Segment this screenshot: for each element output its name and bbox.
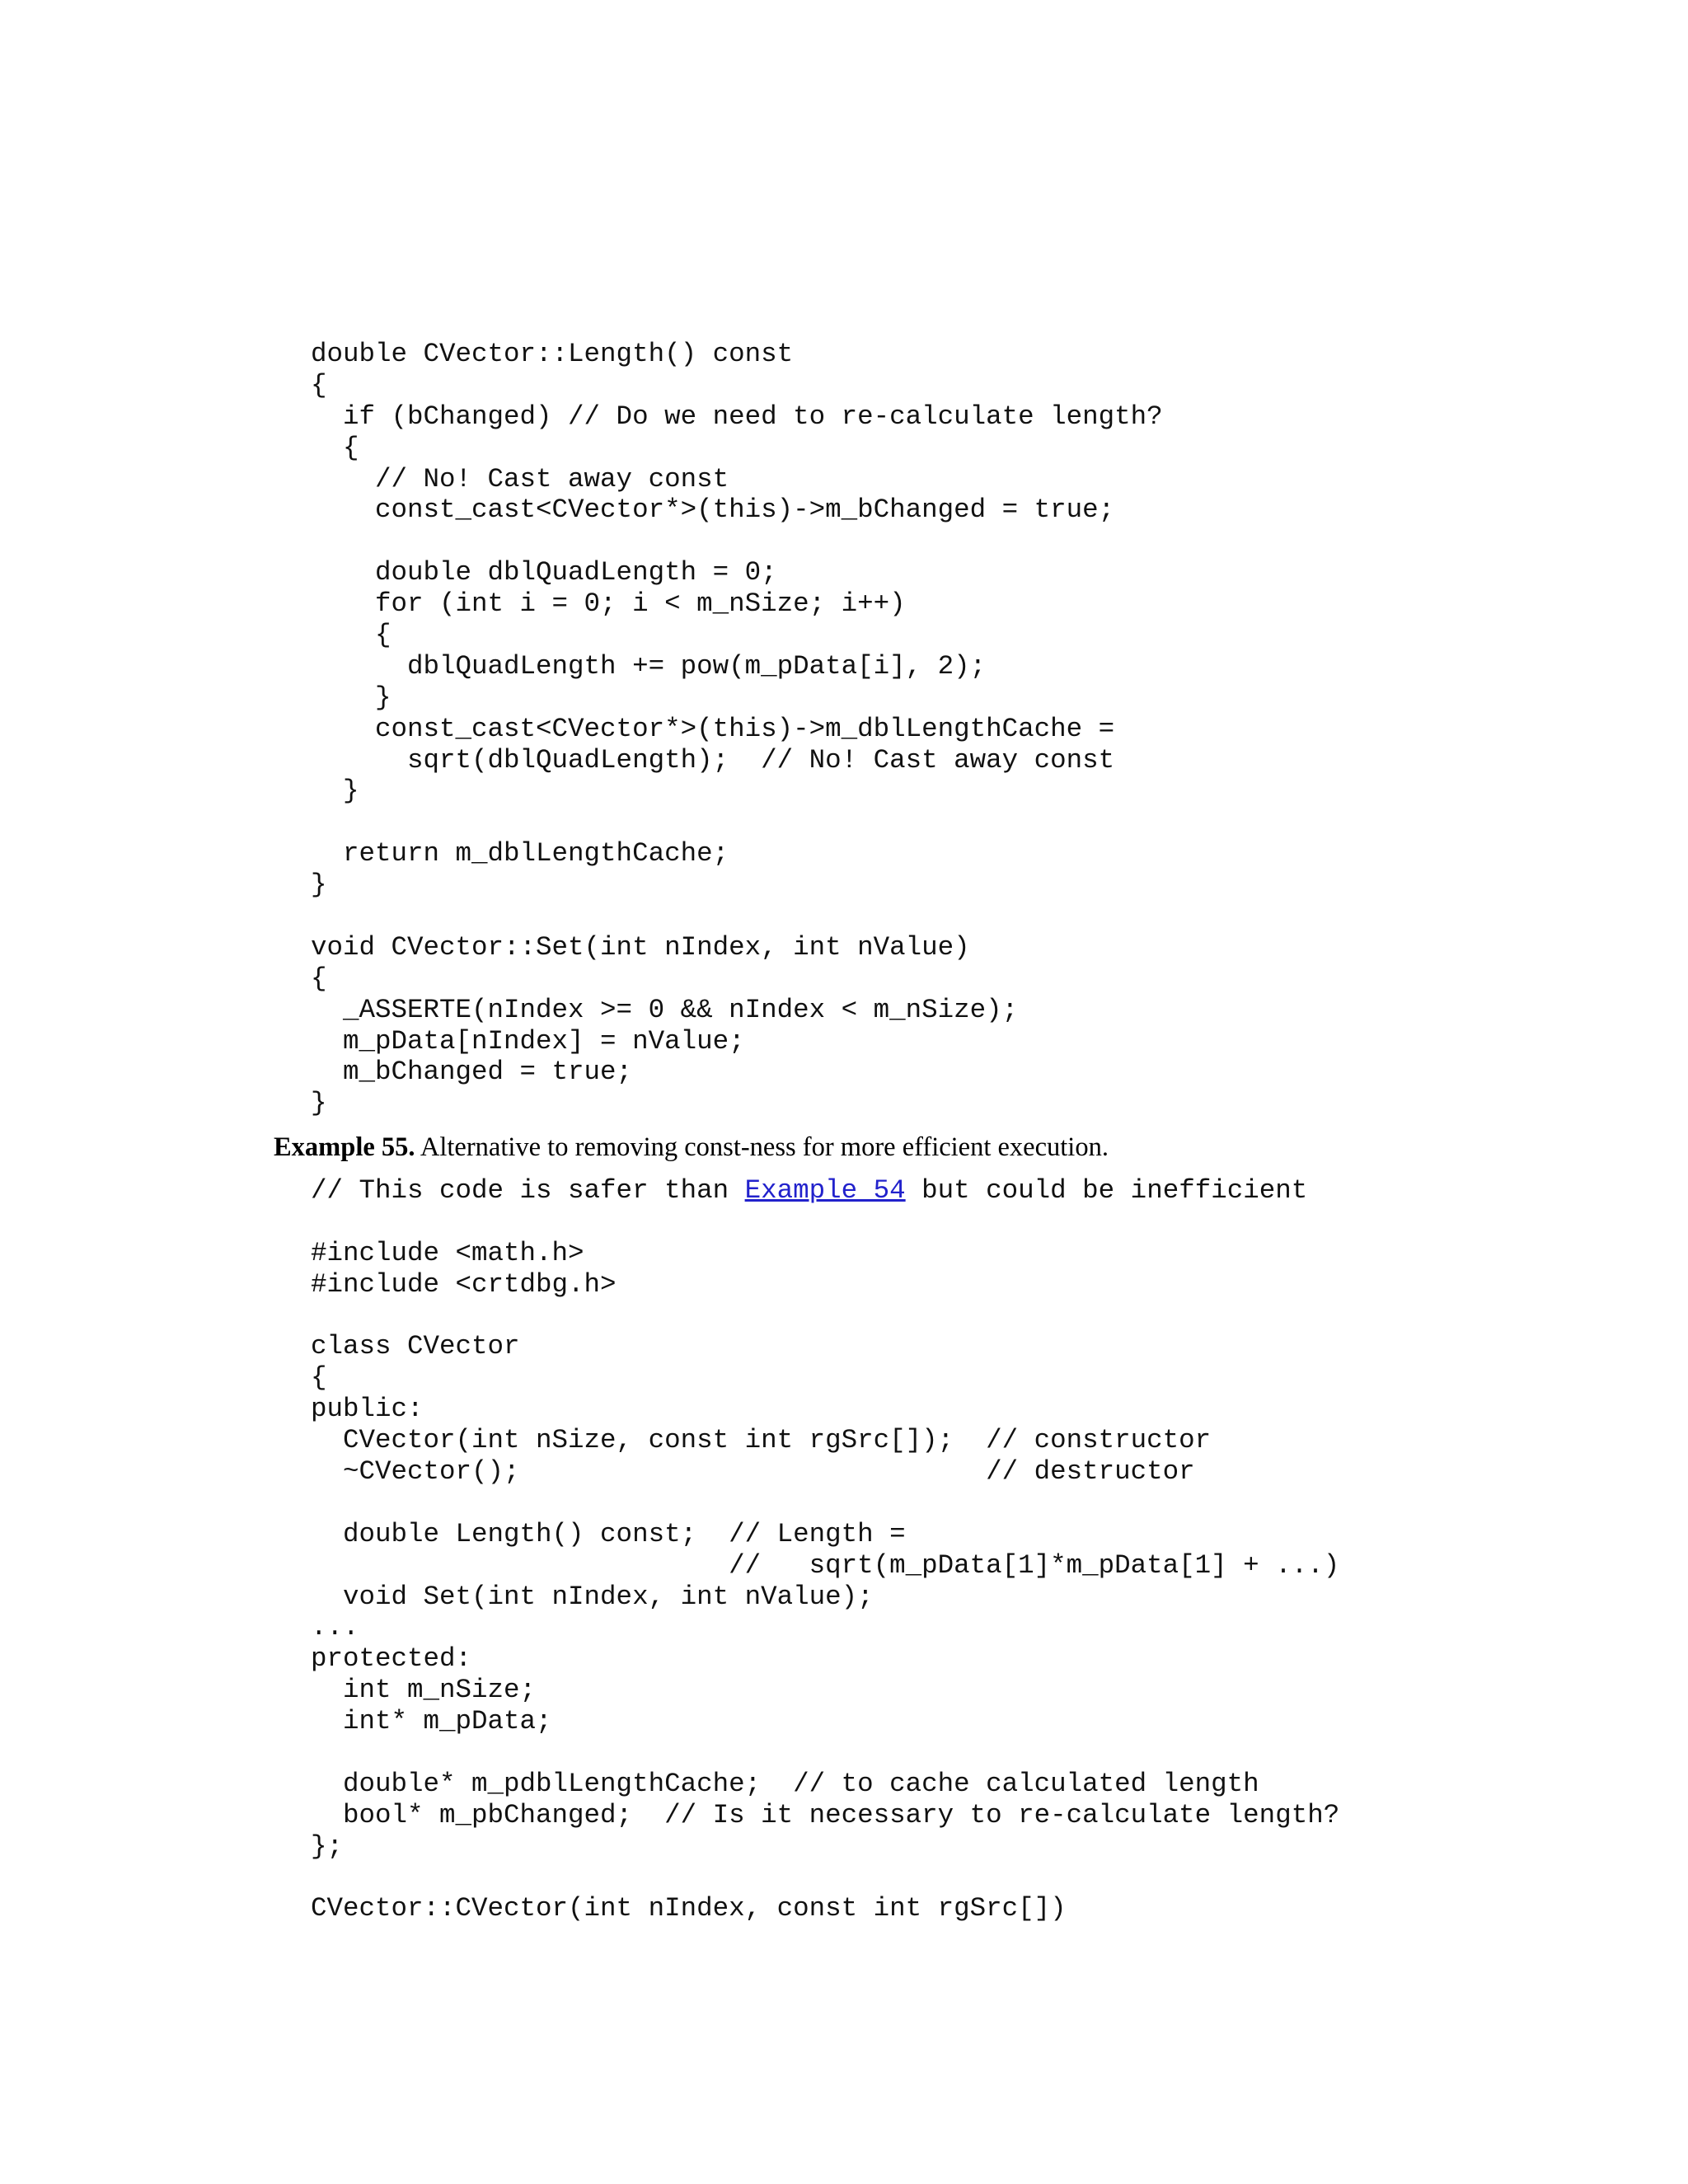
code-line: void CVector::Set(int nIndex, int nValue) <box>311 931 970 963</box>
code-line: { <box>311 432 359 463</box>
code-line: sqrt(dblQuadLength); // No! Cast away const <box>311 744 1115 776</box>
code-line <box>311 1207 1339 1238</box>
code-block-cvector-class <box>311 1175 1339 1924</box>
code-line: protected: <box>311 1643 472 1675</box>
code-line: #include <crtdbg.h> <box>311 1268 617 1300</box>
code-line: ... <box>311 1612 359 1643</box>
code-line: { <box>311 620 392 651</box>
code-line-comment <box>311 1175 1339 1207</box>
code-line: _ASSERTE(nIndex >= 0 && nIndex < m_nSize); <box>311 994 1019 1025</box>
code-line: for (int i = 0; i < m_nSize; i++) <box>311 588 906 620</box>
code-line: bool* m_pbChanged; // Is it necessary to re-calculate length? <box>311 1799 1340 1830</box>
code-line: class CVector <box>311 1331 520 1362</box>
code-line <box>311 807 1163 838</box>
code-line: { <box>311 369 327 401</box>
code-line: if (bChanged) // Do we need to re-calculate length? <box>311 401 1163 432</box>
code-line: m_pData[nIndex] = nValue; <box>311 1025 745 1057</box>
code-line: return m_dblLengthCache; <box>311 838 729 869</box>
example-caption <box>274 1131 1109 1164</box>
code-line: } <box>311 869 327 901</box>
code-line: { <box>311 963 327 994</box>
caption-label: Example 55. <box>274 1132 415 1162</box>
code-line <box>311 1488 1339 1519</box>
code-line: double Length() const; // Length = <box>311 1518 906 1549</box>
code-line: // No! Cast away const <box>311 463 729 494</box>
code-line: const_cast<CVector*>(this)->m_dblLengthCache = <box>311 713 1115 744</box>
code-line <box>311 901 1163 932</box>
comment-suffix: but could be inefficient <box>905 1175 1308 1206</box>
code-line: double* m_pdblLengthCache; // to cache calculated length <box>311 1768 1259 1799</box>
code-block-length-and-set <box>311 339 1163 1119</box>
code-line: int* m_pData; <box>311 1706 552 1737</box>
code-line: #include <math.h> <box>311 1237 584 1268</box>
code-line: void Set(int nIndex, int nValue); <box>311 1581 874 1612</box>
code-line: public: <box>311 1394 424 1425</box>
code-line: CVector::CVector(int nIndex, const int rgSrc[]) <box>311 1893 1067 1924</box>
code-line: double dblQuadLength = 0; <box>311 557 777 588</box>
code-line <box>311 1737 1339 1769</box>
code-line <box>311 526 1163 557</box>
code-line: }; <box>311 1830 344 1862</box>
code-line: int m_nSize; <box>311 1675 537 1706</box>
code-line: const_cast<CVector*>(this)->m_bChanged = true; <box>311 494 1115 526</box>
example-54-link[interactable]: Example 54 <box>744 1175 906 1206</box>
comment-prefix: // This code is safer than <box>311 1175 745 1206</box>
caption-text: Alternative to removing const-ness for more efficient execution. <box>415 1132 1109 1162</box>
code-line: CVector(int nSize, const int rgSrc[]); // constructor <box>311 1425 1212 1456</box>
code-line: { <box>311 1362 327 1394</box>
code-line: double CVector::Length() const <box>311 339 794 369</box>
code-line: // sqrt(m_pData[1]*m_pData[1] + ...) <box>311 1549 1340 1581</box>
code-line: } <box>311 682 392 713</box>
code-line: } <box>311 1088 327 1119</box>
code-line: ~CVector(); // destructor <box>311 1456 1195 1488</box>
code-line: } <box>311 776 359 807</box>
code-line: m_bChanged = true; <box>311 1057 633 1088</box>
code-line: dblQuadLength += pow(m_pData[i], 2); <box>311 650 987 682</box>
code-line <box>311 1301 1339 1332</box>
code-line <box>311 1863 1339 1894</box>
